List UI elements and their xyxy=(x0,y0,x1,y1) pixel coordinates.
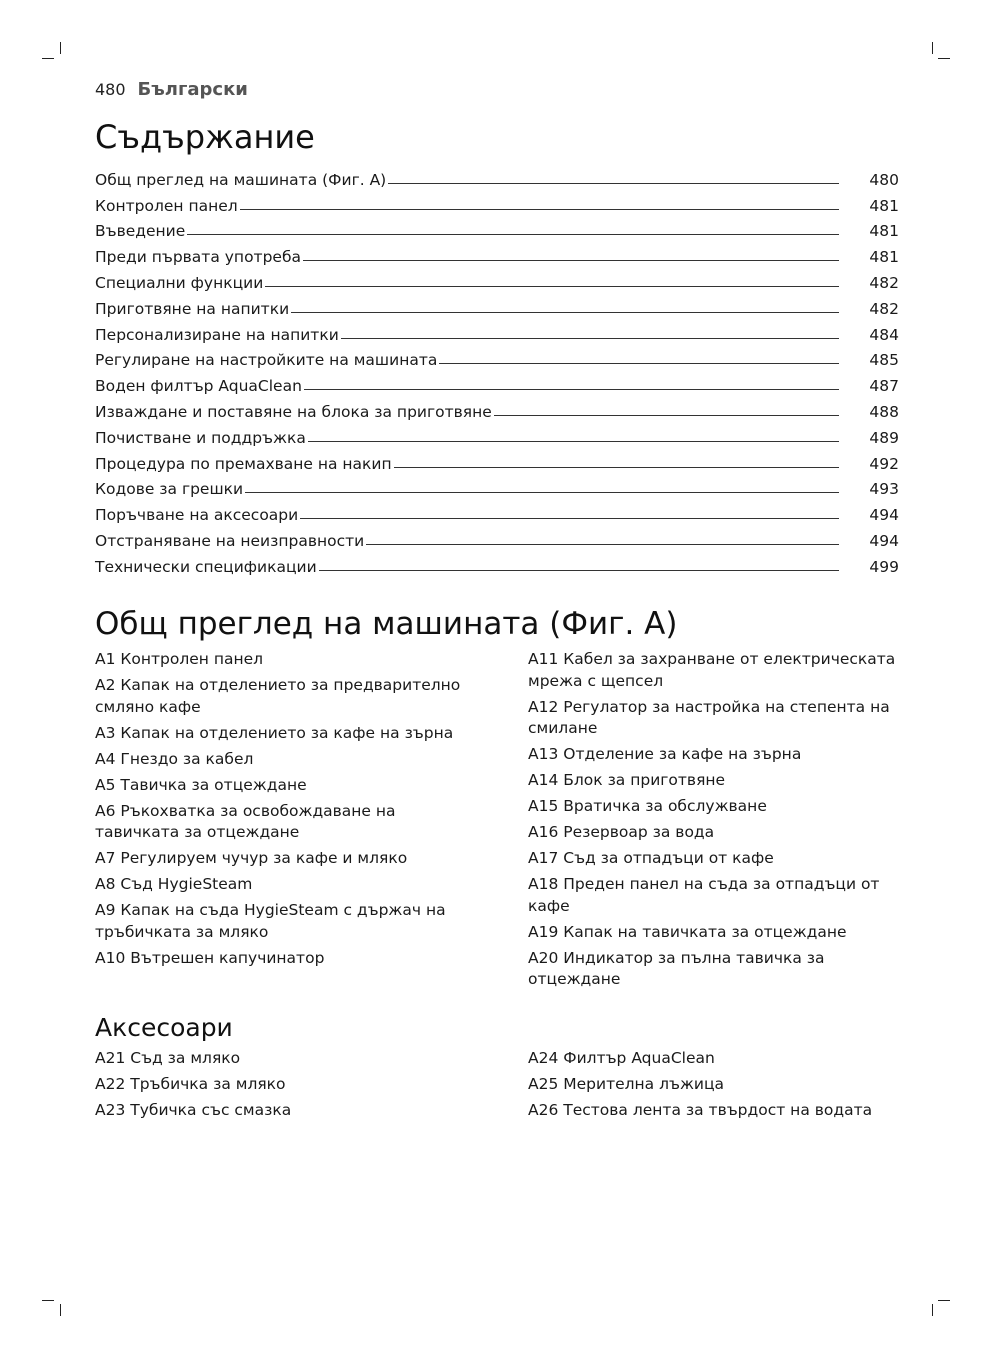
toc-entry-page: 488 xyxy=(869,402,899,421)
toc-title: Съдържание xyxy=(95,118,315,156)
toc-entry-page: 487 xyxy=(869,377,899,396)
list-item: A23 Тубичка със смазка xyxy=(95,1101,292,1119)
toc-entry[interactable] xyxy=(95,266,899,292)
list-item: A8 Съд HygieSteam xyxy=(95,875,253,893)
toc-entry[interactable] xyxy=(95,369,899,395)
list-item: A11 Кабел за захранване от електрическата мрежа с щепсел xyxy=(528,650,896,690)
crop-mark xyxy=(938,58,950,59)
toc-leader-line xyxy=(291,312,839,313)
list-item: A2 Капак на отделението за предварително смляно кафе xyxy=(95,676,461,716)
list-item: A15 Вратичка за обслужване xyxy=(528,797,767,815)
toc-leader-line xyxy=(394,467,839,468)
accessories-title: Аксесоари xyxy=(95,1013,233,1042)
toc-entry[interactable] xyxy=(95,344,899,370)
toc-leader-line xyxy=(388,183,839,184)
crop-mark xyxy=(932,42,933,54)
list-item: A9 Капак на съда HygieSteam с държач на тръбичката за мляко xyxy=(95,901,446,941)
crop-mark xyxy=(60,42,61,54)
toc-entry-page: 489 xyxy=(869,428,899,447)
toc-entry-label: Регулиране на настройките на машината xyxy=(95,351,438,370)
toc-entry[interactable] xyxy=(95,318,899,344)
list-item: A5 Тавичка за отцеждане xyxy=(95,775,307,794)
toc-entry-label: Приготвяне на напитки xyxy=(95,299,290,318)
toc-entry-page: 494 xyxy=(869,531,899,550)
toc-entry[interactable] xyxy=(95,189,899,215)
toc-entry-page: 499 xyxy=(869,557,899,576)
toc-leader-line xyxy=(245,492,839,493)
toc-entry-page: 480 xyxy=(869,170,899,189)
toc-entry-page: 484 xyxy=(869,325,899,344)
toc-entry[interactable] xyxy=(95,240,899,266)
toc-entry-page: 482 xyxy=(869,273,899,292)
crop-mark xyxy=(938,1300,950,1301)
toc-entry-page: 481 xyxy=(869,248,899,267)
list-item: A20 Индикатор за пълна тавичка за отцеждане xyxy=(528,948,825,988)
toc-entry-label: Общ преглед на машината (Фиг. A) xyxy=(95,170,387,189)
list-item: A1 Контролен панел xyxy=(95,650,264,668)
crop-mark xyxy=(42,58,54,59)
list-item: A3 Капак на отделението за кафе на зърна xyxy=(95,723,454,742)
language-label: Български xyxy=(137,79,248,100)
toc-entry-label: Въведение xyxy=(95,222,186,241)
toc-leader-line xyxy=(341,338,839,339)
toc-entry-page: 482 xyxy=(869,299,899,318)
toc-entry-label: Преди първата употреба xyxy=(95,248,302,267)
table-of-contents xyxy=(95,163,899,576)
crop-mark xyxy=(60,1304,61,1316)
toc-entry-page: 492 xyxy=(869,454,899,473)
crop-mark xyxy=(932,1304,933,1316)
list-item: A17 Съд за отпадъци от кафе xyxy=(528,849,774,867)
toc-leader-line xyxy=(303,260,839,261)
toc-entry-label: Специални функции xyxy=(95,273,264,292)
toc-leader-line xyxy=(240,209,839,210)
list-item: A18 Преден панел на съда за отпадъци от кафе xyxy=(528,875,880,915)
toc-entry[interactable] xyxy=(95,421,899,447)
toc-leader-line xyxy=(494,415,839,416)
list-item: A22 Тръбичка за мляко xyxy=(95,1075,286,1093)
toc-entry-label: Воден филтър AquaClean xyxy=(95,377,302,396)
toc-leader-line xyxy=(319,570,839,571)
toc-entry-page: 481 xyxy=(869,196,899,215)
list-item: A16 Резервоар за вода xyxy=(528,823,715,841)
toc-entry[interactable] xyxy=(95,550,899,576)
toc-leader-line xyxy=(304,389,839,390)
toc-entry-label: Контролен панел xyxy=(95,196,238,215)
toc-entry-label: Кодове за грешки xyxy=(95,480,244,499)
accessories-list-left xyxy=(95,1048,475,1126)
list-item: A4 Гнездо за кабел xyxy=(95,749,254,768)
toc-entry[interactable] xyxy=(95,524,899,550)
toc-entry-page: 494 xyxy=(869,506,899,525)
toc-entry-page: 493 xyxy=(869,480,899,499)
toc-leader-line xyxy=(308,441,839,442)
toc-entry-label: Технически спецификации xyxy=(95,557,317,576)
crop-mark xyxy=(42,1300,54,1301)
list-item: A10 Вътрешен капучинатор xyxy=(95,948,325,967)
toc-entry[interactable] xyxy=(95,395,899,421)
toc-leader-line xyxy=(187,234,839,235)
list-item: A13 Отделение за кафе на зърна xyxy=(528,745,802,763)
list-item: A25 Мерителна лъжица xyxy=(528,1075,725,1093)
list-item: A19 Капак на тавичката за отцеждане xyxy=(528,922,847,941)
toc-entry[interactable] xyxy=(95,215,899,241)
toc-entry[interactable] xyxy=(95,447,899,473)
toc-entry-label: Отстраняване на неизправности xyxy=(95,531,365,550)
accessories-list-right xyxy=(528,1048,908,1126)
toc-leader-line xyxy=(300,518,839,519)
toc-entry-page: 485 xyxy=(869,351,899,370)
overview-title: Общ преглед на машината (Фиг. A) xyxy=(95,606,678,642)
toc-entry[interactable] xyxy=(95,473,899,499)
toc-entry-label: Процедура по премахване на накип xyxy=(95,454,392,473)
toc-leader-line xyxy=(265,286,839,287)
list-item: A24 Филтър AquaClean xyxy=(528,1049,715,1067)
parts-list-left xyxy=(95,649,475,974)
toc-entry[interactable] xyxy=(95,498,899,524)
toc-entry-label: Почистване и поддръжка xyxy=(95,428,306,447)
toc-leader-line xyxy=(439,363,839,364)
page-number: 480 xyxy=(95,80,126,99)
list-item: A12 Регулатор за настройка на степента на смилане xyxy=(528,697,890,737)
parts-list-right xyxy=(528,649,908,995)
toc-entry[interactable] xyxy=(95,163,899,189)
list-item: A7 Регулируем чучур за кафе и мляко xyxy=(95,849,408,867)
toc-entry-page: 481 xyxy=(869,222,899,241)
list-item: A6 Ръкохватка за освобождаване на тавичката за отцеждане xyxy=(95,801,396,841)
toc-entry-label: Персонализиране на напитки xyxy=(95,325,339,344)
toc-entry-label: Поръчване на аксесоари xyxy=(95,506,299,525)
toc-entry-label: Изваждане и поставяне на блока за приготвяне xyxy=(95,402,492,421)
list-item: A26 Тестова лента за твърдост на водата xyxy=(528,1101,873,1119)
toc-leader-line xyxy=(366,544,839,545)
list-item: A14 Блок за приготвяне xyxy=(528,771,726,789)
page-header xyxy=(95,79,248,101)
toc-entry[interactable] xyxy=(95,292,899,318)
list-item: A21 Съд за мляко xyxy=(95,1049,241,1067)
